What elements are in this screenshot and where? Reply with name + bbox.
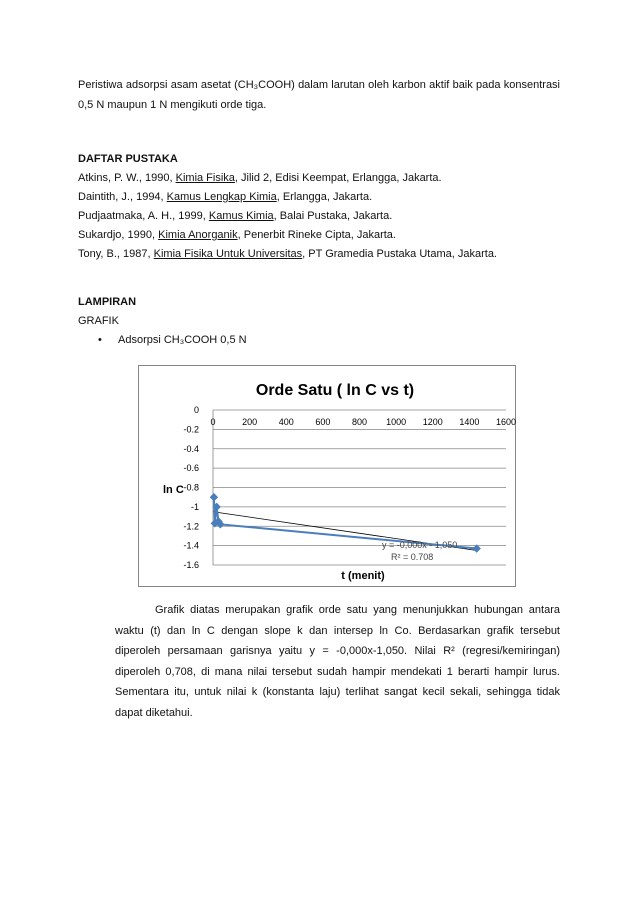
x-tick-label: 200 (242, 417, 258, 427)
references-heading: DAFTAR PUSTAKA (78, 153, 178, 165)
y-tick-label: -1 (190, 501, 199, 512)
reference-title: Kimia Anorganik (158, 229, 238, 241)
y-axis-label: ln C (163, 484, 184, 496)
reference-title: Kimia Fisika Untuk Universitas (153, 248, 303, 260)
y-tick-label: -1.2 (183, 521, 199, 532)
bullet-icon: • (98, 334, 102, 346)
y-tick-label: -0.6 (183, 463, 199, 474)
reference-item: Pudjaatmaka, A. H., 1999, Kamus Kimia, Balai Pustaka, Jakarta. (78, 210, 393, 222)
reference-item: Daintith, J., 1994, Kamus Lengkap Kimia, Erlangga, Jakarta. (78, 191, 373, 203)
y-tick-label: -0.4 (183, 443, 199, 454)
discussion-paragraph (115, 600, 560, 723)
x-tick-label: 1200 (422, 417, 443, 427)
reference-title: Kamus Kimia (208, 210, 274, 222)
trendline-r2: R² = 0.708 (391, 552, 434, 562)
reference-item: Tony, B., 1987, Kimia Fisika Untuk Universitas, PT Gramedia Pustaka Utama, Jakarta. (78, 248, 497, 260)
reference-item: Sukardjo, 1990, Kimia Anorganik, Penerbit Rineke Cipta, Jakarta. (78, 229, 396, 241)
intro-paragraph: Peristiwa adsorpsi asam asetat (CH₃COOH) dalam larutan oleh karbon aktif baik pada konsentrasi 0,5 N maupun 1 N mengikuti orde tiga. (78, 79, 560, 111)
x-tick-label: 400 (278, 417, 294, 427)
x-axis-label: t (menit) (341, 570, 385, 582)
x-tick-label: 800 (351, 417, 368, 427)
x-tick-label: 0 (210, 417, 216, 427)
y-tick-label: -0.8 (183, 482, 199, 493)
discussion-text: Grafik diatas merupakan grafik orde satu yang menunjukkan hubungan antara waktu (t) dan ln C dengan slope k dan intersep ln Co. Berdasarkan grafik tersebut diperoleh persamaan garisnya yaitu y = -0,000x-1,050. Nilai R² (regresi/kemiringan) diperoleh 0,708, di mana nilai tersebut sudah hampir mendekati 1 berarti hampir lurus. Sementara itu, untuk nilai k (konstanta laju) terlihat sangat kecil sekali, sehingga tidak dapat diketahui. (115, 604, 560, 719)
y-tick-label: -1.4 (183, 540, 199, 551)
appendix-heading: LAMPIRAN (78, 296, 137, 308)
chart (138, 365, 516, 587)
x-tick-label: 1400 (459, 417, 480, 427)
x-tick-label: 1600 (495, 417, 516, 427)
bullet-label: Adsorpsi CH₃COOH 0,5 N (118, 334, 247, 346)
appendix-subheading: GRAFIK (78, 315, 119, 327)
reference-title: Kamus Lengkap Kimia (166, 191, 277, 203)
y-tick-label: -1.6 (183, 560, 199, 570)
x-tick-label: 1000 (386, 417, 407, 427)
x-tick-label: 600 (315, 417, 331, 427)
reference-title: Kimia Fisika (175, 172, 235, 184)
y-tick-label: 0 (193, 405, 199, 415)
y-tick-label: -0.2 (183, 424, 199, 435)
reference-item: Atkins, P. W., 1990, Kimia Fisika, Jilid 2, Edisi Keempat, Erlangga, Jakarta. (78, 172, 442, 184)
trendline-equation: y = -0,000x - 1,050 (382, 540, 458, 550)
chart-title: Orde Satu ( ln C vs t) (255, 382, 415, 399)
